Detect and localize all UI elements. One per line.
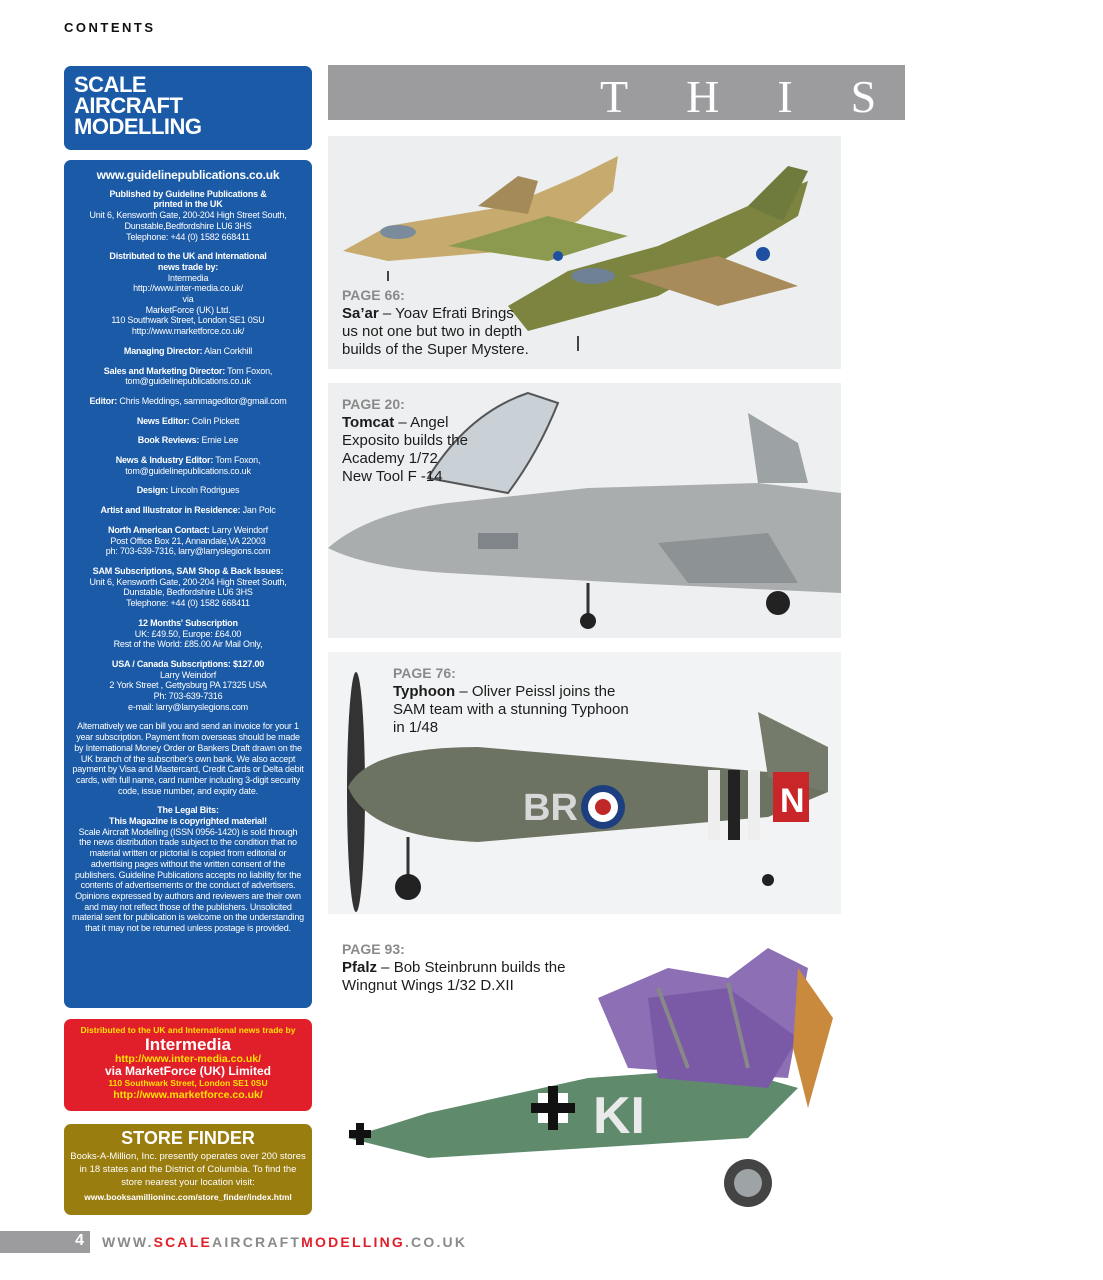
- distribution-block: Distributed to the UK and International news trade by: Intermedia http://www.inter-media.co.uk/ via MarketForce (UK) Ltd. 110 Southwark Street, London SE1 0SU http://www.marketforce.co.uk/: [109, 251, 267, 337]
- legal-block: The Legal Bits: This Magazine is copyrighted material! Scale Aircraft Modelling (ISSN 0956-1420) is sold through the news distribution trade subject to the condition that no material written or pictorial is copied from editorial or advertising pages without the written consent of the publishers. Guideline Publications accepts no liability for the contents of advertisements or the conduct of advertisers. Opinions expressed by authors and reviewers are their own and may not reflect those of the publishers. Unsolicited material sent for publication is welcome on the understanding that it may not be returned unless postage is provided.: [72, 805, 304, 934]
- logo-line-1: SCALE: [74, 72, 147, 97]
- article-caption-pfalz: PAGE 93: Pfalz – Bob Steinbrunn builds the Wingnut Wings 1/32 D.XII: [342, 941, 566, 994]
- photo-saar: [328, 136, 841, 369]
- sam-subscriptions: SAM Subscriptions, SAM Shop & Back Issues: Unit 6, Kensworth Gate, 200-204 High Street South, Dunstable, Bedfordshire LU6 3HS Telephone: +44 (0) 1582 668411: [89, 565, 287, 609]
- payment-info: Alternatively we can bill you and send an invoice for your 1 year subscription. Payment from overseas should be made by International Money Order or Bankers Draft drawn on the UK branch of the subscriber's own bank. We also accept payment by Visa and Mastercard, Credit Cards or Delta debit cards, with full name, card number including 3-digit security code, issue number, and expiry date.: [72, 721, 304, 796]
- logo-line-3: MODELLING: [74, 114, 202, 139]
- intermedia-url[interactable]: http://www.inter-media.co.uk/: [114, 1053, 262, 1065]
- store-finder-desc: Books-A-Million, Inc. presently operates over 200 stores in 18 states and the District of Columbia. To find the store nearest your location visit:: [70, 1151, 306, 1188]
- magazine-logo: [64, 66, 312, 150]
- article-caption-typhoon: PAGE 76: Typhoon – Oliver Peissl joins the SAM team with a stunning Typhoon in 1/48: [393, 665, 629, 736]
- marketforce-link[interactable]: http://www.marketforce.co.uk/: [131, 326, 245, 337]
- usa-subscriptions: USA / Canada Subscriptions: $127.00 Larry Weindorf 2 York Street , Gettysburg PA 17325 USA Ph: 703-639-7316 e-mail: larry@larryslegions.com: [109, 658, 267, 712]
- logo-line-2: AIRCRAFT: [74, 93, 183, 118]
- published-block: Published by Guideline Publications & printed in the UK Unit 6, Kensworth Gate, 200-204 High Street South, Dunstable,Bedfordshire LU6 3HS Telephone: +44 (0) 1582 668411: [89, 188, 287, 242]
- artist-credit: Artist and Illustrator in Residence: Jan Polc: [100, 505, 276, 516]
- article-caption-tomcat: PAGE 20: Tomcat – Angel Exposito builds the Academy 1/72 New Tool F -14: [342, 396, 468, 485]
- svg-text:KI: KI: [593, 1087, 645, 1145]
- footer-website[interactable]: WWW.SCALEAIRCRAFTMODELLING.CO.UK: [102, 1234, 468, 1250]
- managing-director: Managing Director: Alan Corkhill: [123, 345, 253, 356]
- svg-text:N: N: [780, 782, 805, 820]
- photo-pfalz: [328, 928, 841, 1215]
- sales-director: Sales and Marketing Director: Tom Foxon, tom@guidelinepublications.co.uk: [103, 365, 273, 387]
- book-reviews: Book Reviews: Ernie Lee: [137, 435, 239, 446]
- photo-tomcat: [328, 383, 841, 638]
- editor: Editor: Chris Meddings, sammageditor@gmail.com: [89, 395, 287, 406]
- section-label: CONTENTS: [64, 20, 156, 35]
- page-number-tab: [0, 1231, 90, 1253]
- publisher-info-panel: [64, 160, 312, 1008]
- distribution-banner: Distributed to the UK and International news trade by Intermedia http://www.inter-media.co.uk/ via MarketForce (UK) Limited 110 Southwark Street, London SE1 0SU http://www.marketforce.co.uk/: [64, 1019, 312, 1111]
- design-credit: Design: Lincoln Rodrigues: [136, 485, 240, 496]
- this-month-banner: THIS M: [328, 65, 905, 120]
- page-number: 4: [75, 1232, 84, 1249]
- news-editor: News Editor: Colin Pickett: [136, 415, 240, 426]
- store-finder-title: STORE FINDER: [121, 1128, 255, 1148]
- north-american-contact: North American Contact: Larry Weindorf Post Office Box 21, Annandale,VA 22003 ph: 703-639-7316, larry@larryslegions.com: [105, 524, 271, 557]
- store-finder-panel: [64, 1124, 312, 1215]
- svg-text:BR: BR: [523, 787, 578, 829]
- website-link[interactable]: www.guidelinepublications.co.uk: [96, 168, 280, 182]
- marketforce-url[interactable]: http://www.marketforce.co.uk/: [113, 1089, 263, 1101]
- article-caption-saar: PAGE 66: Sa’ar – Yoav Efrati Brings us not one but two in depth builds of the Super Mystere.: [342, 287, 529, 358]
- industry-editor: News & Industry Editor: Tom Foxon, tom@guidelinepublications.co.uk: [115, 455, 261, 476]
- photo-typhoon: [328, 652, 841, 914]
- store-finder-url[interactable]: www.booksamillioninc.com/store_finder/index.html: [84, 1192, 292, 1202]
- intermedia-link[interactable]: http://www.inter-media.co.uk/: [133, 283, 243, 294]
- subscription-prices: 12 Months' Subscription UK: £49.50, Europe: £64.00 Rest of the World: £85.00 Air Mail Only,: [113, 617, 263, 650]
